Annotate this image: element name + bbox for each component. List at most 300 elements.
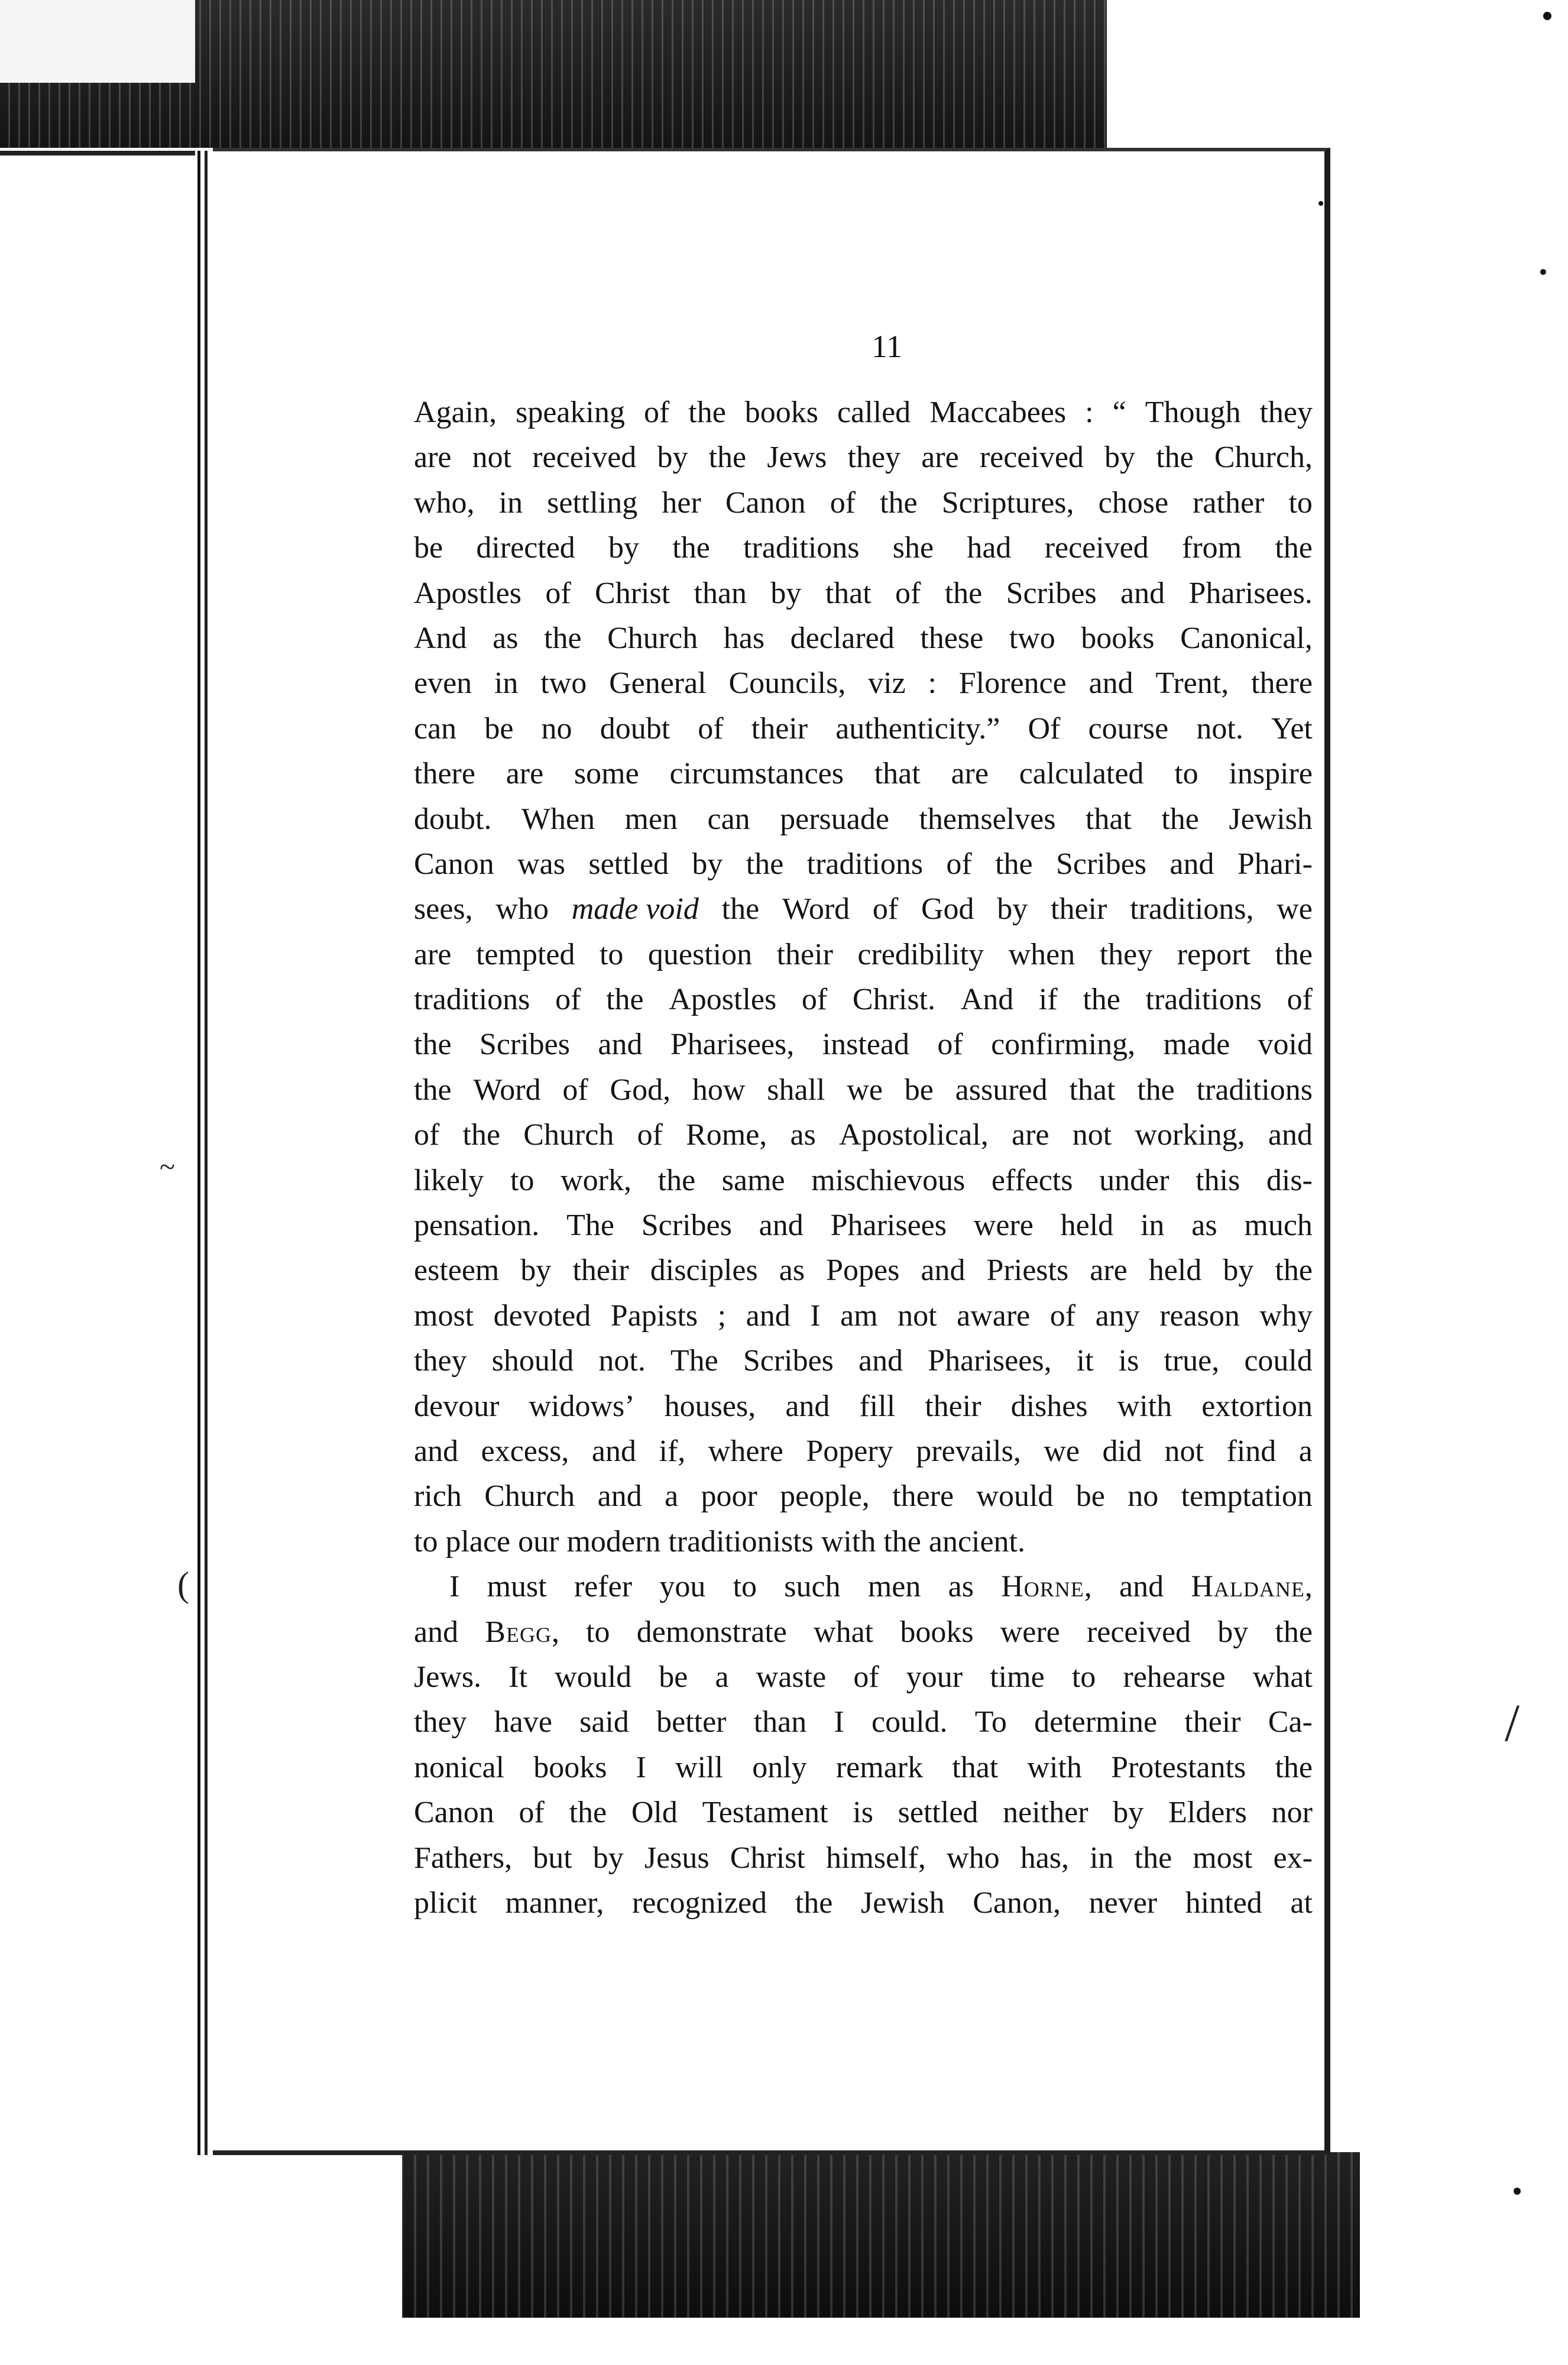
text-word: such [784, 1570, 841, 1604]
text-line [414, 435, 1313, 480]
text-word: the [880, 485, 918, 520]
text-word: God, [610, 1073, 671, 1107]
text-word: in [1090, 1841, 1114, 1875]
text-word: void [1258, 1028, 1313, 1062]
text-word: Of [1028, 711, 1061, 746]
text-word: there [414, 757, 475, 791]
text-word: traditionists [668, 1524, 821, 1559]
text-word: esteem [414, 1253, 500, 1288]
text-word: her [662, 485, 701, 520]
text-word: widows’ [529, 1389, 635, 1423]
text-word: I [834, 1705, 844, 1739]
text-word: Begg, [485, 1615, 559, 1649]
text-word: rather [1193, 485, 1265, 520]
text-word: Church [523, 1118, 614, 1152]
text-word: where [708, 1434, 783, 1468]
text-word: traditions [1196, 1073, 1313, 1107]
scan-corner [0, 0, 195, 83]
text-word: better [656, 1705, 727, 1739]
scan-speck [1318, 201, 1323, 206]
text-word: working, [1135, 1118, 1245, 1152]
text-word: : [1085, 396, 1094, 429]
text-word: Phari- [1237, 847, 1313, 881]
text-word: could. [872, 1705, 948, 1739]
text-word: be [1075, 1479, 1105, 1514]
text-word: their [572, 1253, 629, 1288]
text-word: the [414, 1028, 452, 1062]
text-word: by [997, 892, 1028, 926]
text-line [414, 1790, 1313, 1835]
scan-speck [1543, 12, 1551, 20]
text-word: Elders [1168, 1796, 1247, 1830]
text-word: we [847, 1073, 883, 1107]
text-word: Testament [702, 1796, 828, 1830]
text-word: said [579, 1705, 629, 1739]
text-word: of [1049, 1298, 1076, 1333]
text-word: any [1095, 1298, 1140, 1333]
text-word: Pharisees, [928, 1344, 1052, 1378]
text-word: Protestants [1111, 1750, 1246, 1784]
text-word: be [659, 1660, 688, 1694]
text-word: a [665, 1479, 679, 1514]
text-word: The [566, 1209, 614, 1243]
text-word: be [484, 711, 514, 746]
text-word: Papists [610, 1298, 698, 1333]
text-word: modern [566, 1524, 669, 1559]
text-word: can [707, 802, 750, 836]
text-word: I [636, 1750, 646, 1784]
text-word: the [995, 847, 1033, 881]
text-word: assured [955, 1073, 1048, 1107]
text-line [414, 1836, 1313, 1881]
text-word: nonical [414, 1750, 505, 1784]
text-line [414, 1022, 1313, 1067]
text-word: settled [898, 1796, 979, 1830]
text-word: is [853, 1796, 873, 1830]
text-line [414, 797, 1313, 842]
text-word: there [892, 1479, 954, 1514]
text-word: not [1072, 1118, 1112, 1152]
text-word: General [609, 666, 707, 701]
text-word: to [1288, 485, 1313, 520]
text-word: were [973, 1209, 1034, 1243]
text-word: the [795, 1885, 833, 1920]
text-word: held [1060, 1209, 1114, 1243]
text-word: we [1044, 1434, 1080, 1468]
text-word: find [1226, 1434, 1277, 1468]
text-word: and [1120, 576, 1165, 610]
text-word: Canon, [973, 1885, 1061, 1920]
text-word: Rome, [686, 1118, 767, 1152]
text-word: traditions [414, 983, 530, 1017]
text-word: with [821, 1524, 884, 1559]
text-word: Old [631, 1796, 678, 1830]
text-word: Jewish [860, 1885, 945, 1920]
text-word: received [532, 440, 637, 475]
text-word: traditions [1145, 983, 1262, 1017]
text-word: and [1268, 1118, 1313, 1152]
text-line [414, 1700, 1313, 1745]
text-word: It [508, 1660, 528, 1694]
text-word: by [1217, 1615, 1249, 1649]
text-word: they [414, 1344, 467, 1378]
text-word: only [752, 1750, 807, 1784]
text-word: Word [473, 1073, 541, 1107]
text-word: of [643, 396, 670, 429]
text-word: doubt. [414, 802, 492, 836]
text-word: To [974, 1705, 1007, 1739]
binding-thread-mark: / [1505, 1694, 1520, 1752]
text-word: as [493, 621, 519, 655]
text-word: what [1252, 1660, 1313, 1694]
text-word: the [606, 983, 644, 1017]
text-word: pensation. [414, 1209, 540, 1243]
text-word: Apostles [669, 983, 777, 1017]
text-word: question [647, 937, 753, 971]
text-word: men [624, 802, 678, 836]
text-word: be [414, 531, 443, 565]
text-word: that [874, 757, 921, 791]
text-word: books [744, 396, 819, 429]
text-word: when [1008, 937, 1075, 971]
text-word: circumstances [669, 757, 844, 791]
text-word: extortion [1201, 1389, 1313, 1423]
text-word: that [1085, 802, 1132, 836]
text-word: did [1102, 1434, 1142, 1468]
text-word: dis- [1266, 1163, 1313, 1197]
text-word: poor [701, 1479, 757, 1514]
text-word: is [1118, 1344, 1139, 1378]
text-word: of [637, 1118, 663, 1152]
text-word: And [960, 983, 1014, 1017]
text-word: they [1099, 937, 1153, 971]
text-word: Pharisees. [1188, 576, 1313, 610]
text-word: of [698, 711, 724, 746]
text-word: doubt [600, 711, 670, 746]
text-word: fill [859, 1389, 896, 1423]
text-word: manner, [505, 1885, 604, 1920]
text-line [414, 661, 1313, 706]
text-word: aware [957, 1298, 1031, 1333]
text-word: even [414, 666, 472, 701]
text-word: the [569, 1796, 607, 1830]
page-number: 11 [872, 329, 902, 364]
text-word: the [1275, 1615, 1313, 1649]
text-word: the [688, 396, 726, 429]
text-word: Christ [595, 576, 670, 610]
text-word: I [810, 1298, 821, 1333]
text-word: the [944, 576, 983, 610]
text-line [414, 1158, 1313, 1203]
text-word: And [414, 621, 467, 655]
text-word: declared [790, 621, 895, 655]
text-word: the [1083, 983, 1120, 1017]
text-line [414, 1610, 1313, 1655]
text-word: are [414, 440, 452, 475]
text-word: ancient. [928, 1524, 1025, 1559]
text-line [414, 1203, 1313, 1248]
text-word: tempted [475, 937, 575, 971]
text-word: that [825, 576, 872, 610]
text-word: authenticity.” [835, 711, 1000, 746]
text-word: and [414, 1434, 459, 1468]
text-word: and [598, 1028, 643, 1062]
text-word: the [708, 440, 747, 475]
text-word: would [555, 1660, 632, 1694]
text-word: inspire [1229, 757, 1313, 791]
text-word: settling [547, 485, 638, 520]
text-word: are [1090, 1253, 1128, 1288]
text-line [414, 977, 1313, 1022]
text-word: Christ [730, 1841, 805, 1875]
text-word: and [1088, 666, 1133, 701]
text-word: Scriptures, [941, 485, 1074, 520]
text-line [414, 707, 1313, 751]
text-word: credibility [857, 937, 984, 971]
text-word: calculated [1019, 757, 1144, 791]
scan-margin-bottom-left [0, 2152, 402, 2365]
text-word: to [586, 1615, 610, 1649]
text-word: instead [822, 1028, 909, 1062]
text-word: in [498, 485, 523, 520]
text-word: Maccabees [929, 396, 1067, 429]
text-word: devour [414, 1389, 500, 1423]
text-line [414, 1564, 1313, 1609]
text-word: could [1244, 1344, 1313, 1378]
text-word: rehearse [1123, 1660, 1226, 1694]
scan-speck [1540, 269, 1546, 275]
text-word: Fathers, [414, 1841, 513, 1875]
text-word: by [608, 531, 640, 565]
text-word: plicit [414, 1885, 477, 1920]
text-word: remark [835, 1750, 924, 1784]
text-word: are [921, 440, 959, 475]
text-word: Scribes [641, 1209, 732, 1243]
text-word: there [1251, 666, 1313, 701]
text-word: temptation [1181, 1479, 1313, 1514]
text-word: to [733, 1570, 757, 1604]
text-line [414, 390, 1313, 435]
text-word: the [1275, 531, 1313, 565]
text-word: ex- [1273, 1841, 1313, 1875]
text-word: place [445, 1524, 519, 1559]
text-word: these [920, 621, 984, 655]
text-word: demonstrate [636, 1615, 787, 1649]
text-word: this [1196, 1163, 1240, 1197]
text-word: we [1277, 892, 1313, 926]
text-word: reason [1159, 1298, 1240, 1333]
text-word: received [1044, 531, 1149, 565]
text-word: Canon [414, 1796, 494, 1830]
text-word: When [521, 802, 595, 836]
text-word: as [1191, 1209, 1217, 1243]
text-word: determine [1034, 1705, 1158, 1739]
text-word: confirming, [991, 1028, 1136, 1062]
text-word: at [1290, 1885, 1313, 1920]
text-word: Trent, [1155, 666, 1229, 701]
text-word: the [462, 1118, 501, 1152]
text-word: as [948, 1570, 974, 1604]
text-word: and [414, 1615, 459, 1649]
text-word: never [1088, 1885, 1158, 1920]
text-word: himself, [825, 1841, 926, 1875]
text-word: not [898, 1298, 937, 1333]
text-word: most [414, 1298, 474, 1333]
text-word: Jesus [644, 1841, 710, 1875]
text-word: will [675, 1750, 724, 1784]
text-word: Popery [806, 1434, 893, 1468]
text-word: and [746, 1298, 791, 1333]
text-word: Church [484, 1479, 575, 1514]
text-line [414, 1339, 1313, 1384]
text-word: that [952, 1750, 999, 1784]
text-word: two [1009, 621, 1055, 655]
text-word: of [937, 1028, 963, 1062]
text-word: not [1164, 1434, 1204, 1468]
text-word: and [858, 1344, 903, 1378]
text-word: speaking [516, 396, 625, 429]
text-word: disciples [650, 1253, 758, 1288]
text-word: she [892, 531, 934, 565]
text-word: a [715, 1660, 729, 1694]
text-word: in [494, 666, 519, 701]
text-word: chose [1098, 485, 1169, 520]
text-word: but [533, 1841, 572, 1875]
text-word: Councils, [728, 666, 846, 701]
text-word: sees, [414, 892, 473, 926]
text-word: traditions, [1130, 892, 1254, 926]
text-word: rich [414, 1479, 462, 1514]
text-word: Jews [767, 440, 827, 475]
text-word: of [830, 485, 856, 520]
text-word: not [472, 440, 512, 475]
text-word: traditions [743, 531, 860, 565]
text-word: dishes [1010, 1389, 1088, 1423]
text-word: Pharisees [830, 1209, 947, 1243]
text-word: their [751, 711, 808, 746]
text-word: have [494, 1705, 552, 1739]
text-word: if, [659, 1434, 686, 1468]
text-word: refer [574, 1570, 633, 1604]
text-word: of [545, 576, 571, 610]
text-word: viz [868, 666, 906, 701]
body-text [414, 390, 1313, 1926]
text-word: God [921, 892, 974, 926]
text-word: of [872, 892, 899, 926]
text-word: of [562, 1073, 588, 1107]
text-word: waste [756, 1660, 827, 1694]
text-word: two [540, 666, 587, 701]
text-word: their [925, 1389, 981, 1423]
text-word: can [414, 711, 457, 746]
text-word: under [1099, 1163, 1169, 1197]
text-word: would [976, 1479, 1054, 1514]
text-word: that [1069, 1073, 1116, 1107]
text-word: likely [414, 1163, 484, 1197]
text-line [414, 1113, 1313, 1158]
text-word: from [1182, 531, 1242, 565]
text-word: and [759, 1209, 804, 1243]
text-word: was [517, 847, 565, 881]
text-word: no [1128, 1479, 1159, 1514]
text-word: effects [991, 1163, 1073, 1197]
binding-thread-mark: ( [177, 1565, 189, 1604]
text-word: to [1174, 757, 1198, 791]
text-word: the [1275, 1750, 1313, 1784]
text-word: not. [598, 1344, 646, 1378]
text-line [414, 1429, 1313, 1474]
binding-thread-mark: ~ [160, 1151, 175, 1182]
text-word: I [449, 1570, 460, 1604]
scan-background-top [0, 0, 1568, 148]
text-word: Scribes [479, 1028, 571, 1062]
text-word: be [904, 1073, 934, 1107]
text-word: work, [561, 1163, 631, 1197]
text-line [414, 887, 1313, 932]
text-word: traditions [806, 847, 924, 881]
text-word: Again, [414, 396, 497, 429]
text-word: who [495, 892, 549, 926]
text-word: their [776, 937, 833, 971]
text-word: report [1177, 937, 1250, 971]
text-word: Word [782, 892, 850, 926]
text-word: Haldane, [1191, 1570, 1313, 1604]
text-word: with [1117, 1389, 1172, 1423]
text-word: and [591, 1434, 636, 1468]
text-line [414, 616, 1313, 661]
text-word: prevails, [916, 1434, 1021, 1468]
text-word: they [847, 440, 901, 475]
text-word: by [1223, 1253, 1254, 1288]
text-word: it [1076, 1344, 1094, 1378]
text-word: what [814, 1615, 874, 1649]
text-word: their [1184, 1705, 1241, 1739]
text-word: Yet [1271, 711, 1313, 746]
text-word: our [518, 1524, 567, 1559]
text-word: nor [1271, 1796, 1313, 1830]
text-word: who [947, 1841, 1000, 1875]
text-word: Church [607, 621, 698, 655]
text-word: and [921, 1253, 966, 1288]
text-word: devoted [493, 1298, 591, 1333]
text-word: of [895, 576, 921, 610]
text-word: of [801, 983, 828, 1017]
text-word: must [487, 1570, 547, 1604]
text-word: Canon [414, 847, 494, 881]
text-word: are [506, 757, 544, 791]
text-word: : [928, 666, 937, 701]
text-word: and [1169, 847, 1214, 881]
text-line [414, 571, 1313, 616]
text-word: much [1244, 1209, 1313, 1243]
text-word: the [1156, 440, 1194, 475]
text-word: the [1275, 1253, 1313, 1288]
text-word: persuade [780, 802, 889, 836]
text-word: to [414, 1524, 446, 1559]
text-word: called [837, 396, 911, 429]
text-word: the [1161, 802, 1199, 836]
text-word: am [840, 1298, 878, 1333]
text-word: as [790, 1118, 816, 1152]
scan-background-bottom [0, 2152, 1568, 2365]
text-word: same [721, 1163, 785, 1197]
text-word: Apostolical, [839, 1118, 989, 1152]
text-word: Canonical, [1180, 621, 1313, 655]
text-word: the [1137, 1073, 1175, 1107]
text-line [414, 932, 1313, 977]
text-word: made void [571, 892, 699, 926]
text-word: settled [588, 847, 669, 881]
